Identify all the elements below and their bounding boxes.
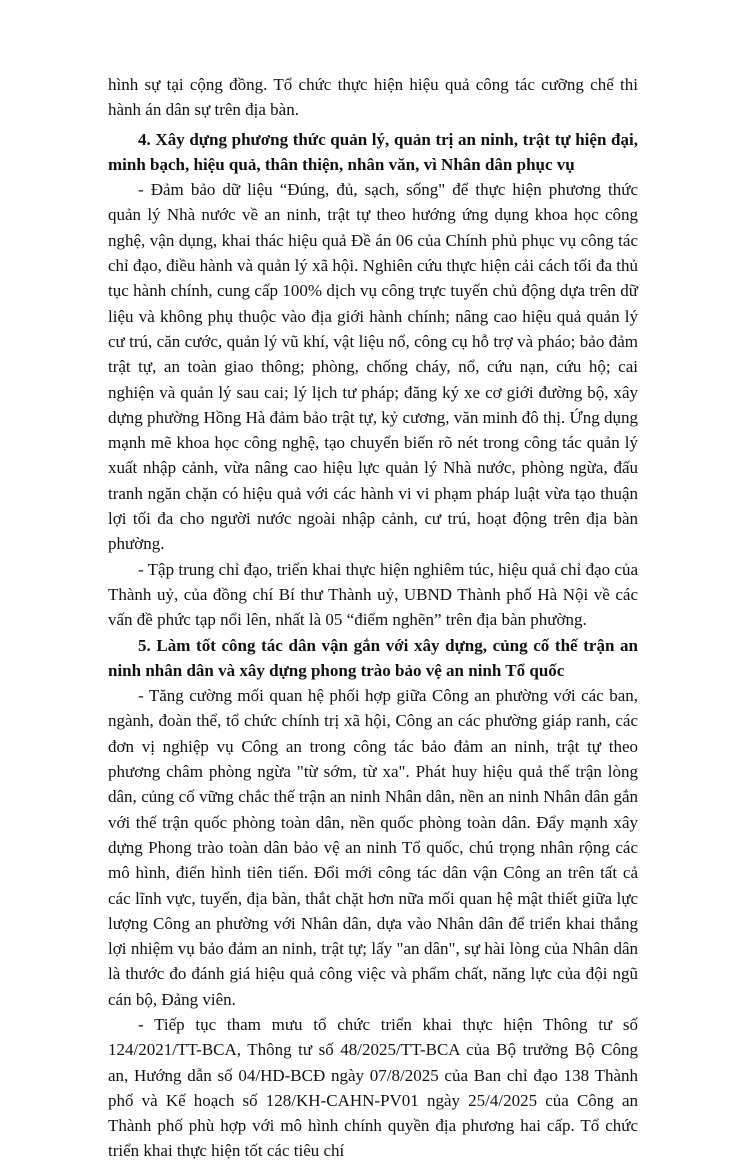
section-4-paragraph-1: - Đảm bảo dữ liệu “Đúng, đủ, sạch, sống" để thực hiện phương thức quản lý Nhà nước về an ninh, trật tự theo hướng ứng dụng khoa học công nghệ, vận dụng, khai thác hiệu quả Đề án 06 của Chính phủ phục vụ công tác chỉ đạo, điều hành và quản lý xã hội. Nghiên cứu thực hiện cải cách tối đa thủ tục hành chính, cung cấp 100% dịch vụ công trực tuyến chủ động dựa trên dữ liệu và không phụ thuộc vào địa giới hành chính; nâng cao hiệu quả quản lý cư trú, căn cước, quản lý vũ khí, vật liệu nổ, công cụ hỗ trợ và pháo; bảo đảm trật tự, an toàn giao thông; phòng, chống cháy, nổ, cứu nạn, cứu hộ; cai nghiện và quản lý sau cai; lý lịch tư pháp; đăng ký xe cơ giới đường bộ, xây dựng phường Hồng Hà đảm bảo trật tự, kỷ cương, văn minh đô thị. Ứng dụng mạnh mẽ khoa học công nghệ, tạo chuyển biến rõ nét trong công tác quản lý xuất nhập cảnh, vừa nâng cao hiệu lực quản lý Nhà nước, phòng ngừa, đấu tranh ngăn chặn có hiệu quả với các hành vi vi phạm pháp luật vừa tạo thuận lợi tối đa cho người nước ngoài nhập cảnh, cư trú, hoạt động trên địa bàn phường.	[108, 180, 638, 554]
section-4-heading: 4. Xây dựng phương thức quản lý, quản trị an ninh, trật tự hiện đại, minh bạch, hiệu quả, thân thiện, nhân văn, vì Nhân dân phục vụ	[108, 129, 638, 174]
section-5-paragraph-1: - Tăng cường mối quan hệ phối hợp giữa Công an phường với các ban, ngành, đoàn thể, tổ chức chính trị xã hội, Công an các phường giáp ranh, các đơn vị nghiệp vụ Công an trong công tác bảo đảm an ninh, trật tự theo phương châm phòng ngừa "từ sớm, từ xa". Phát huy hiệu quả thế trận lòng dân, củng cố vững chắc thế trận an ninh Nhân dân, nền an ninh Nhân dân gắn với thế trận quốc phòng toàn dân, nền quốc phòng toàn dân. Đẩy mạnh xây dựng Phong trào toàn dân bảo vệ an ninh Tổ quốc, chú trọng nhân rộng các mô hình, điển hình tiên tiến. Đổi mới công tác dân vận Công an trên tất cả các lĩnh vực, tuyến, địa bàn, thắt chặt hơn nữa mối quan hệ mật thiết giữa lực lượng Công an phường với Nhân dân, dựa vào Nhân dân để triển khai thắng lợi nhiệm vụ bảo đảm an ninh, trật tự; lấy "an dân", sự hài lòng của Nhân dân là thước đo đánh giá hiệu quả công việc và phẩm chất, năng lực của đội ngũ cán bộ, Đảng viên.	[108, 686, 638, 1009]
section-4-paragraph-2: - Tập trung chỉ đạo, triển khai thực hiện nghiêm túc, hiệu quả chỉ đạo của Thành uỷ, của đồng chí Bí thư Thành uỷ, UBND Thành phố Hà Nội về các vấn đề phức tạp nổi lên, nhất là 05 “điểm nghẽn” trên địa bàn phường.	[108, 559, 638, 630]
section-5-paragraph-2: - Tiếp tục tham mưu tổ chức triển khai thực hiện Thông tư số 124/2021/TT-BCA, Thông tư số 48/2025/TT-BCA của Bộ trưởng Bộ Công an, Hướng dẫn số 04/HD-BCĐ ngày 07/8/2025 của Ban chỉ đạo 138 Thành phố và Kế hoạch số 128/KH-CAHN-PV01 ngày 25/4/2025 của Công an Thành phố phù hợp với mô hình chính quyền địa phương hai cấp. Tổ chức triển khai thực hiện tốt các tiêu chí	[108, 1014, 638, 1161]
document-page	[108, 72, 638, 1164]
intro-continuation: hình sự tại cộng đồng. Tổ chức thực hiện hiệu quả công tác cưỡng chế thi hành án dân sự trên địa bàn.	[108, 75, 638, 120]
section-5-heading: 5. Làm tốt công tác dân vận gắn với xây dựng, củng cố thế trận an ninh nhân dân và xây dựng phong trào bảo vệ an ninh Tổ quốc	[108, 635, 638, 680]
